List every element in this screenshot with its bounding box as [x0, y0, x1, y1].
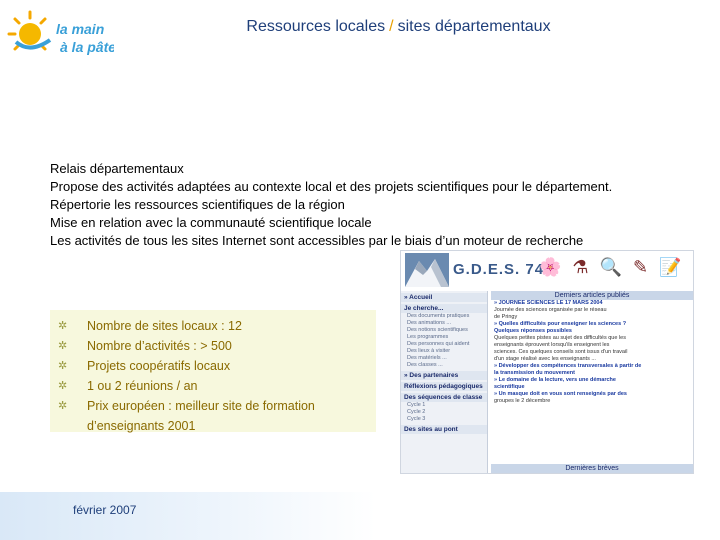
- intro-line: Répertorie les ressources scientifiques de la région: [50, 197, 345, 212]
- star-bullet-icon: ✲: [58, 360, 68, 372]
- svg-text:à la pâte: à la pâte: [60, 39, 114, 55]
- side-link: Les programmes: [407, 334, 449, 340]
- side-link: Cycle 2: [407, 409, 426, 415]
- site-header: [401, 251, 693, 289]
- article-line: Quelques réponses possibles: [494, 328, 572, 334]
- article-line: groupes le 2 décembre: [494, 398, 551, 404]
- side-heading: » Accueil: [401, 293, 487, 302]
- title-sub: sites départementaux: [397, 18, 551, 35]
- article-line: enseignants éprouvent lorsqu'ils enseignent les: [494, 342, 610, 348]
- side-link: Des animations ...: [407, 320, 452, 326]
- site-main: [491, 291, 693, 473]
- side-link: Des classes ...: [407, 362, 443, 368]
- stat-item: ✲ Prix européen : meilleur site de formation d’enseignants 2001: [50, 396, 376, 436]
- main-heading: Derniers articles publiés: [491, 291, 693, 300]
- intro-line: Relais départementaux: [50, 161, 184, 176]
- stats-box: [50, 310, 376, 432]
- article-line: sciences. Ces quelques conseils sont issus d'un travail: [494, 349, 628, 355]
- star-bullet-icon: ✲: [58, 340, 68, 352]
- article-line: » Le domaine de la lecture, vers une démarche: [494, 377, 616, 383]
- svg-text:la main: la main: [56, 21, 105, 37]
- stat-item: ✲ Projets coopératifs locaux: [50, 356, 376, 376]
- side-link: Des personnes qui aident: [407, 341, 470, 347]
- side-heading: Je cherche...: [401, 304, 487, 313]
- article-line: Quelques petites pistes au sujet des difficultés que les: [494, 335, 626, 341]
- side-heading: Réflexions pédagogiques: [401, 382, 487, 391]
- intro-line: Mise en relation avec la communauté scientifique locale: [50, 215, 372, 230]
- side-heading: Des sites au pont: [401, 425, 487, 434]
- side-heading: Des séquences de classe: [401, 393, 487, 402]
- article-line: » Un masque doit en vous sont renseignés par des: [494, 391, 627, 397]
- title-main: Ressources locales: [246, 18, 386, 35]
- article-line: Journée des sciences organisée par le réseau: [494, 307, 607, 313]
- stat-item: ✲ Nombre d’activités : > 500: [50, 336, 376, 356]
- stat-item: ✲ Nombre de sites locaux : 12: [50, 316, 376, 336]
- site-name: G.D.E.S. 74: [453, 261, 545, 278]
- site-toolbar-icons: 🌸 ⚗ 🔍 ✎ 📝: [539, 257, 685, 277]
- article-line: d'un stage réalisé avec les enseignants ...: [494, 356, 596, 362]
- footer-band: [0, 492, 376, 540]
- site-sidebar: [401, 291, 488, 473]
- article-line: de Pringy: [494, 314, 518, 320]
- intro-text: [50, 160, 715, 250]
- page-title: [0, 18, 720, 36]
- article-line: scientifique: [494, 384, 525, 390]
- side-link: Cycle 1: [407, 402, 426, 408]
- side-link: Des matériels ...: [407, 355, 447, 361]
- website-screenshot: [400, 250, 694, 474]
- side-link: Des notions scientifiques: [407, 327, 468, 333]
- star-bullet-icon: ✲: [58, 400, 68, 412]
- star-bullet-icon: ✲: [58, 320, 68, 332]
- article-line: » JOURNÉE SCIENCES LE 17 MARS 2004: [494, 300, 603, 306]
- side-link: Des documents pratiques: [407, 313, 470, 319]
- intro-line: Propose des activités adaptées au contexte local et des projets scientifiques pour le département.: [50, 179, 613, 194]
- intro-line: Les activités de tous les sites Internet sont accessibles par le biais d’un moteur de recherche: [50, 233, 584, 248]
- side-heading: » Des partenaires: [401, 371, 487, 380]
- main-heading: Dernières brèves: [491, 464, 693, 473]
- title-separator: /: [389, 18, 394, 35]
- article-line: » Quelles difficultés pour enseigner les sciences ?: [494, 321, 627, 327]
- side-link: Cycle 3: [407, 416, 426, 422]
- article-line: la transmission du mouvement: [494, 370, 575, 376]
- side-link: Des lieux à visiter: [407, 348, 451, 354]
- mountain-icon: [405, 253, 449, 287]
- article-line: » Développer des compétences transversales à partir de: [494, 363, 642, 369]
- footer-date: février 2007: [73, 503, 137, 517]
- stat-item: ✲ 1 ou 2 réunions / an: [50, 376, 376, 396]
- star-bullet-icon: ✲: [58, 380, 68, 392]
